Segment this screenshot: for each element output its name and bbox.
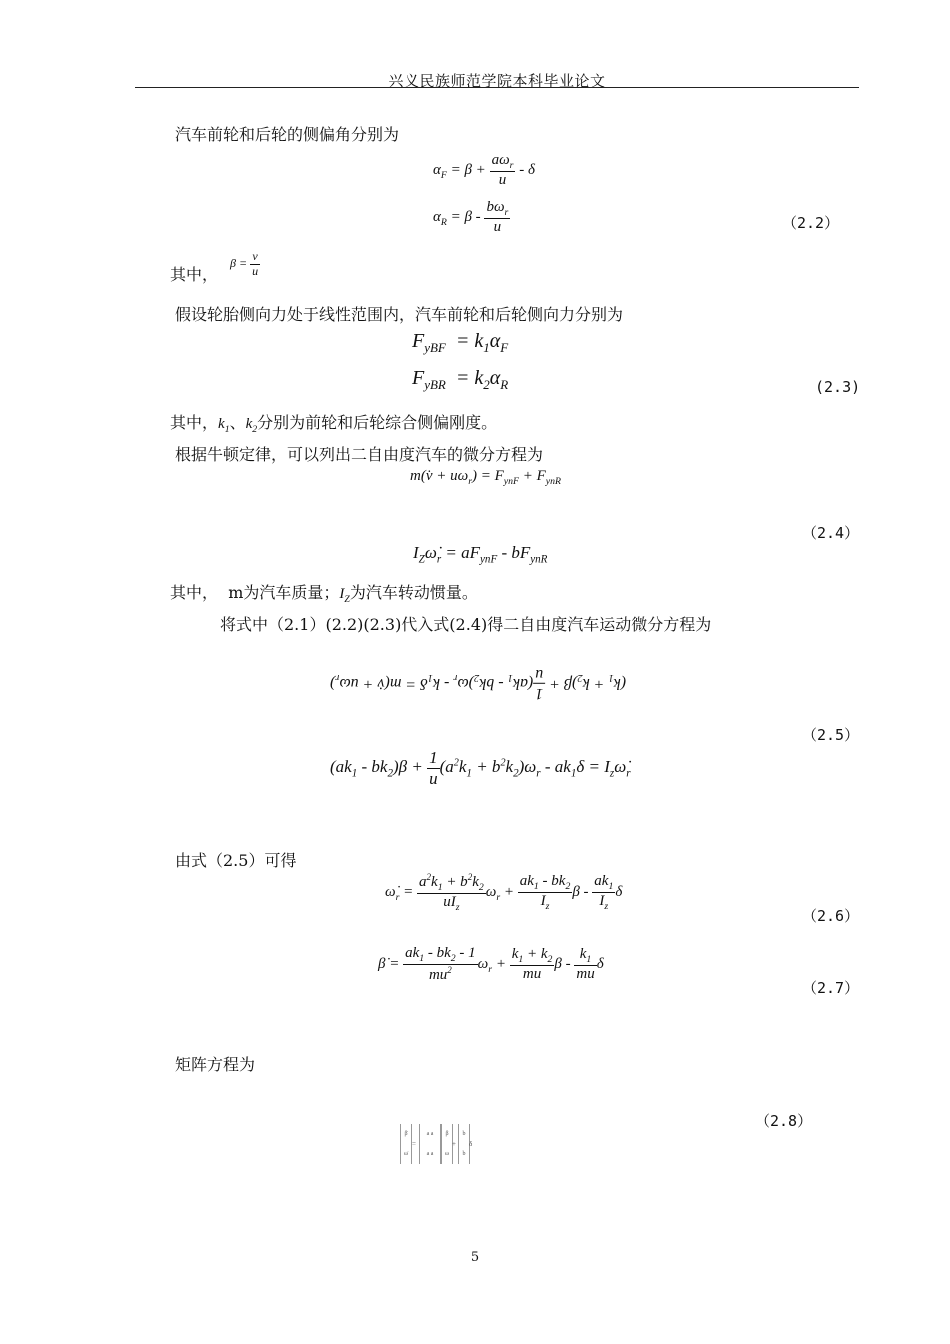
paragraph-suffix: 为汽车转动惯量。 — [349, 583, 478, 602]
header-rule — [135, 87, 859, 88]
equation-number: （2.4） — [802, 524, 860, 542]
paragraph-mid: 为汽车质量； — [243, 583, 340, 602]
paragraph-prefix: 其中， — [170, 413, 219, 432]
paragraph-prefix: 其中， — [170, 583, 219, 602]
equation-sideslip-rate: β̇ = $\frac{ak_1 - bk_2 - 1}{mu^2}$ $\omega_r$ + $\frac{k_1 + k_2}{mu}$ β - $\frac{k_1}{mu}$ δ — [378, 945, 604, 984]
equation-number: (2.3) — [815, 378, 861, 396]
page-number: 5 — [470, 1250, 480, 1265]
equation-yaw-rate: $\omegȧ_r$ = $\frac{a^2k_1 + b^2k_2}{uI_z}$ $\omega_r$ + $\frac{ak_1 - bk_2}{I_z}$ β - $\frac{ak_1}{I_z}$ δ — [385, 872, 623, 914]
matrix-delta: δ — [469, 1140, 473, 1148]
paragraph-matrix: 矩阵方程为 — [175, 1055, 256, 1074]
paragraph-slip-angles: 汽车前轮和后轮的侧偏角分别为 — [175, 125, 400, 144]
paragraph-from-eq: 由式（2.5）可得 — [175, 851, 297, 870]
matrix-plus: + — [452, 1140, 456, 1148]
equation-yaw-motion: $I_Z\omegȧ_r = aF_{ynF} - bF_{ynR}$ — [413, 543, 548, 566]
separator: 、 — [229, 413, 246, 432]
equation-motion-1-flipped: $(k_1 + k_2)\beta$ + 1 u $(ak_1 - bk_2)\omega_r - k_1\delta$ = m(v̇ + $u\omega_r$) — [330, 665, 627, 702]
paragraph-substitution: 将式中（2.1）(2.2)(2.3)代入式(2.4)得二自由度汽车运动微分方程为 — [220, 615, 712, 634]
equation-alpha-f: $\alpha_F = \beta$ + $\frac{a\omega_r}{u}$ - δ — [433, 152, 535, 189]
equation-number: （2.8） — [755, 1112, 813, 1130]
equation-fybr: $F_{yBR} = k_2\alpha_R$ — [412, 367, 509, 392]
matrix-equation — [400, 1124, 472, 1164]
equation-number: （2.7） — [802, 979, 860, 997]
paragraph-suffix: 分别为前轮和后轮综合侧偏刚度。 — [257, 413, 498, 432]
equation-beta: β = $\frac{v}{u}$ — [230, 249, 259, 278]
matrix-a: a a a a — [419, 1124, 441, 1164]
paragraph-where-prefix: 其中， — [170, 265, 219, 284]
matrix-lhs-vector: β̇ ω̇ — [400, 1124, 412, 1164]
mass-symbol: m — [228, 583, 244, 602]
matrix-equals: = — [412, 1140, 416, 1148]
equation-number: （2.6） — [802, 907, 860, 925]
equation-lateral-motion: m(v̇ + $u\omega_r) = F_{ynF} + F_{ynR}$ — [410, 468, 561, 487]
paragraph-newton: 根据牛顿定律，可以列出二自由度汽车的微分方程为 — [175, 445, 544, 464]
equation-number: （2.5） — [802, 726, 860, 744]
paragraph-lateral-forces: 假设轮胎侧向力处于线性范围内，汽车前轮和后轮侧向力分别为 — [175, 305, 624, 324]
equation-motion-2: $(ak_1 - bk_2)\beta$ + $\frac{1}{u}$ $(a^2k_1 + b^2k_2)\omega_r - ak_1\delta$ = $I_z\omegȧ_r$ — [330, 748, 631, 788]
paragraph-stiffness: 其中，$k_1$、$k_2$分别为前轮和后轮综合侧偏刚度。 — [170, 413, 498, 435]
equation-alpha-r: $\alpha_R = \beta$ - $\frac{b\omega_r}{u}$ — [433, 199, 509, 236]
paragraph-mass-inertia: 其中， m为汽车质量；$I_Z$为汽车转动惯量。 — [170, 583, 478, 605]
matrix-state-vector: β ω — [441, 1124, 453, 1164]
equation-number: （2.2） — [782, 214, 840, 232]
running-header: 兴义民族师范学院本科毕业论文 — [388, 72, 606, 90]
matrix-b: b b — [458, 1124, 470, 1164]
equation-fybf: $F_{yBF} = k_1\alpha_F$ — [412, 330, 509, 355]
